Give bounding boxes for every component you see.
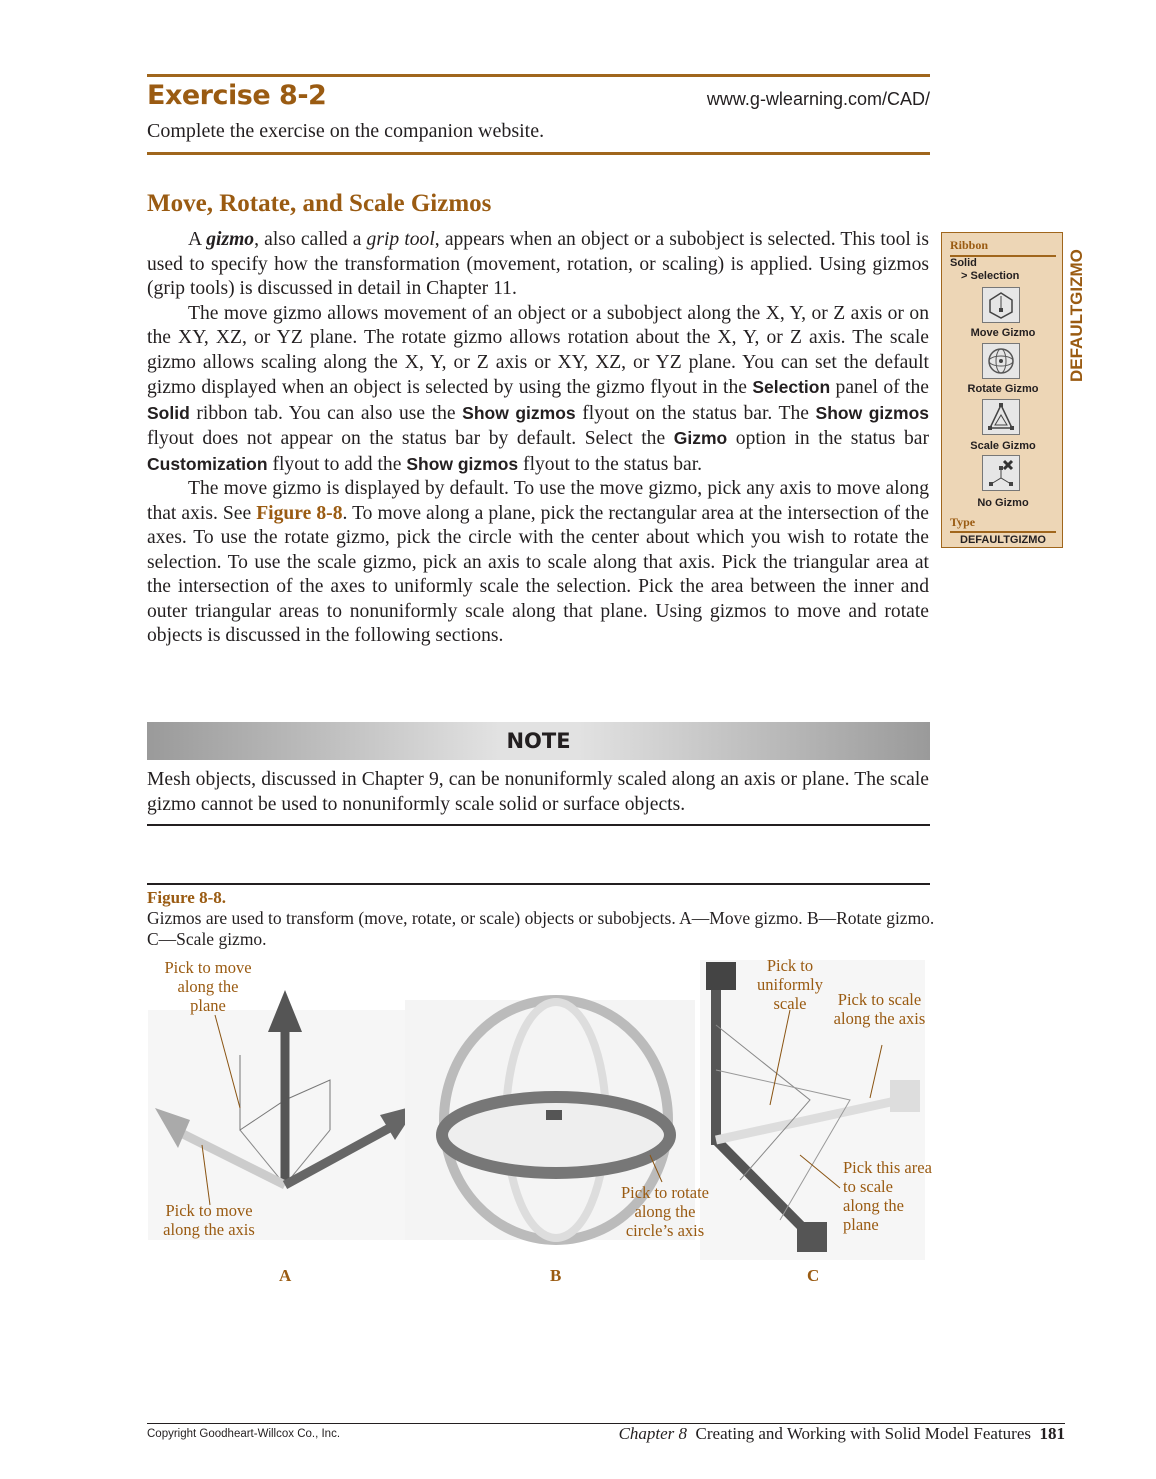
paragraph — [147, 477, 929, 649]
command-access-panel — [941, 232, 1063, 548]
label-move-axis: Pick to move along the axis — [163, 1201, 255, 1239]
term: Gizmo — [673, 428, 728, 448]
no-gizmo-icon — [983, 456, 1019, 490]
paragraph — [147, 228, 929, 302]
text-run: , also called a — [254, 229, 367, 250]
term: Customization — [147, 453, 268, 474]
label-scale-axis: Pick to scale along the axis — [833, 990, 926, 1028]
term: Selection — [752, 377, 831, 397]
text-run: . To move along a plane, pick the rectangular area at the intersection of the axes. To use the rotate gizmo, pick the circle with the center about which you wish to rotate the selection. To use the scale gizmo, pick an axis to scale along that axis. Pick the triangular area at the intersection of the axes to uniformly scale the selection. Pick the area between the inner and outer triangular areas to nonuniformly scale along that plane. Using gizmos to move and rotate objects is discussed in the following sections. — [147, 502, 929, 646]
rotate-gizmo-icon — [983, 344, 1019, 378]
text-run: The move gizmo allows movement of an object or a subobject along the X, Y, or Z axis or on the XY, XZ, or YZ plane. The rotate gizmo allows rotation about the X, Y, or Z axis. The scale gizmo allows scaling along the X, Y, or Z axis or XY, XZ, or YZ plane. You can set the default gizmo displayed when an object is selected by using the gizmo flyout in the — [147, 302, 929, 398]
panel-divider — [950, 531, 1056, 533]
figure-letter-a: A — [279, 1266, 292, 1285]
figure-letter-b: B — [550, 1266, 562, 1285]
text-run: flyout to the status bar. — [518, 453, 703, 475]
ribbon-tab: Solid — [950, 257, 977, 269]
figure-top-rule — [147, 883, 930, 885]
text-run: option in the status bar — [727, 428, 929, 449]
top-rule — [147, 74, 930, 77]
label-move-plane: Pick to move along the plane — [164, 958, 252, 1015]
exercise-bottom-rule — [147, 152, 930, 155]
scale-gizmo-label: Scale Gizmo — [970, 440, 1036, 452]
ribbon-heading: Ribbon — [950, 238, 989, 252]
text-run: flyout does not appear on the status bar by default. Select the — [147, 428, 674, 449]
move-gizmo-label: Move Gizmo — [970, 327, 1036, 339]
note-text: Mesh objects, discussed in Chapter 9, can be nonuniformly scaled along an axis or plane. The scale gizmo cannot be used to nonuniformly scale solid or surface objects. — [147, 769, 929, 815]
term: Solid — [147, 402, 190, 423]
move-gizmo-button[interactable] — [982, 287, 1020, 323]
rotate-gizmo-button[interactable] — [982, 343, 1020, 379]
term: Show gizmos — [462, 402, 576, 423]
side-command-label: DEFAULTGIZMO — [1067, 249, 1086, 382]
scale-gizmo-icon — [983, 400, 1019, 434]
label-scale-plane: Pick this area to scale along the plane — [843, 1158, 932, 1234]
term: gizmo — [206, 229, 255, 250]
paragraph — [147, 302, 929, 478]
body-text — [147, 228, 929, 649]
term: grip tool — [366, 229, 435, 250]
exercise-text: Complete the exercise on the companion website. — [147, 120, 545, 142]
chapter-title: Creating and Working with Solid Model Features — [695, 1424, 1031, 1443]
chapter-number: Chapter 8 — [618, 1424, 688, 1443]
figure-letter-c: C — [807, 1266, 820, 1285]
term: Show gizmos — [815, 402, 930, 423]
running-footer — [619, 1424, 1065, 1444]
text-run: flyout to add the — [267, 453, 407, 475]
no-gizmo-label: No Gizmo — [977, 497, 1029, 509]
text-run: panel of the — [830, 377, 929, 398]
term: Show gizmos — [406, 453, 519, 474]
exercise-url-link[interactable]: www.g-wlearning.com/CAD/ — [706, 89, 930, 109]
label-rotate-axis: Pick to rotate along the circle’s axis — [621, 1183, 709, 1240]
no-gizmo-button[interactable] — [982, 455, 1020, 491]
rotate-gizmo-label: Rotate Gizmo — [967, 383, 1039, 395]
text-run: The move gizmo is displayed by default. To use the move gizmo, pick any axis to move along that axis. See — [147, 478, 929, 524]
command-name: DEFAULTGIZMO — [960, 534, 1046, 546]
figure-title: Figure 8-8. — [147, 888, 227, 907]
page-number: 181 — [1039, 1424, 1065, 1443]
type-heading: Type — [950, 515, 976, 529]
figure-caption: Gizmos are used to transform (move, rotate, or scale) objects or subobjects. A—Move gizmo. B—Rotate gizmo. C—Scale gizmo. — [147, 908, 935, 949]
text-run: , appears when an object or a subobject is selected. This tool is used to specify how the transformation (movement, rotation, or scaling) is applied. Using gizmos (grip tools) is discussed in detail in Chapter 11. — [147, 229, 930, 299]
label-uniform-scale: Pick to uniformly scale — [757, 956, 823, 1013]
text-run: A — [188, 229, 207, 250]
note-bottom-rule — [147, 824, 930, 826]
text-run: ribbon tab. You can also use the — [189, 402, 463, 424]
note-title: NOTE — [506, 729, 571, 753]
text-run: flyout on the status bar. The — [575, 402, 816, 424]
ribbon-panel: > Selection — [961, 270, 1020, 282]
copyright: Copyright Goodheart-Willcox Co., Inc. — [147, 1428, 341, 1440]
move-gizmo-icon — [983, 288, 1019, 322]
figure-reference-link[interactable]: Figure 8-8 — [256, 502, 343, 524]
scale-gizmo-button[interactable] — [982, 399, 1020, 435]
section-title: Move, Rotate, and Scale Gizmos — [147, 190, 492, 217]
exercise-title: Exercise 8-2 — [147, 80, 327, 111]
